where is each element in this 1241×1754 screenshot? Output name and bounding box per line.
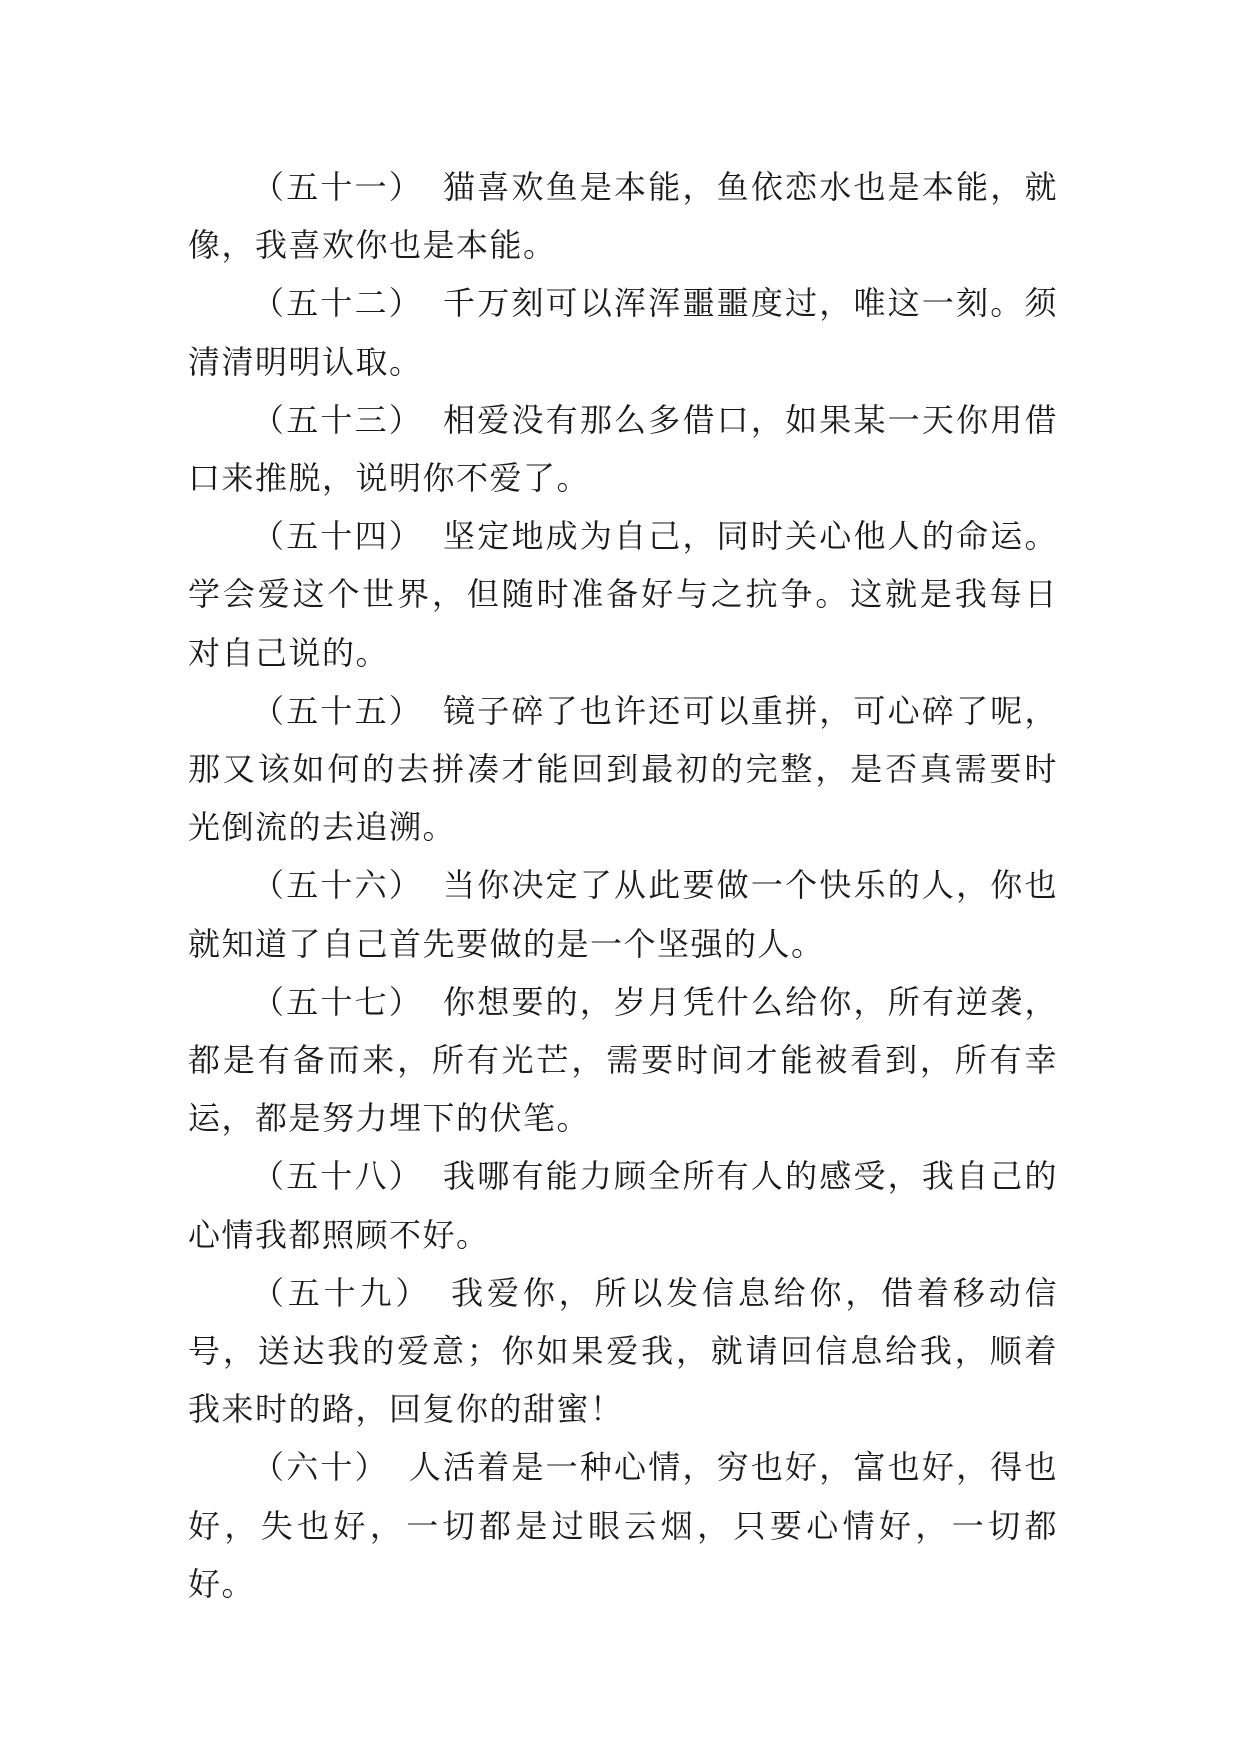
paragraph-text: 我哪有能力顾全所有人的感受，我自己的心情我都照顾不好。	[188, 1157, 1058, 1254]
paragraph-text: 我爱你，所以发信息给你，借着移动信号，送达我的爱意；你如果爱我，就请回信息给我，顺着我来时的路，回复你的甜蜜！	[188, 1273, 1058, 1429]
paragraph-text: 人活着是一种心情，穷也好，富也好，得也好，失也好，一切都是过眼云烟，只要心情好，一切都好。	[188, 1448, 1058, 1603]
paragraph-59	[188, 1264, 1058, 1439]
paragraph-number: （五十九）	[252, 1273, 432, 1312]
paragraph-number: （五十一）	[252, 168, 424, 206]
paragraph-53	[188, 391, 1058, 507]
paragraph-text: 千万刻可以浑浑噩噩度过，唯这一刻。须清清明明认取。	[188, 284, 1058, 381]
paragraph-60	[188, 1438, 1058, 1613]
paragraph-58	[188, 1147, 1058, 1263]
document-body	[188, 158, 1058, 1613]
paragraph-number: （五十七）	[252, 982, 424, 1021]
paragraph-number: （五十六）	[252, 866, 424, 905]
paragraph-text: 你想要的，岁月凭什么给你，所有逆袭，都是有备而来，所有光芒，需要时间才能被看到，所有幸运，都是努力埋下的伏笔。	[188, 982, 1058, 1138]
paragraph-number: （五十八）	[252, 1157, 424, 1196]
paragraph-57	[188, 973, 1058, 1148]
paragraph-number: （五十二）	[252, 284, 424, 323]
paragraph-text: 猫喜欢鱼是本能，鱼依恋水也是本能，就像，我喜欢你也是本能。	[188, 168, 1058, 265]
paragraph-text: 当你决定了从此要做一个快乐的人，你也就知道了自己首先要做的是一个坚强的人。	[188, 866, 1058, 963]
paragraph-text: 镜子碎了也许还可以重拼，可心碎了呢，那又该如何的去拼凑才能回到最初的完整，是否真需要时光倒流的去追溯。	[188, 691, 1058, 847]
paragraph-55	[188, 682, 1058, 857]
paragraph-51	[188, 158, 1058, 274]
paragraph-54	[188, 507, 1058, 682]
paragraph-text: 坚定地成为自己，同时关心他人的命运。学会爱这个世界，但随时准备好与之抗争。这就是我每日对自己说的。	[188, 517, 1058, 672]
paragraph-56	[188, 856, 1058, 972]
paragraph-text: 相爱没有那么多借口，如果某一天你用借口来推脱，说明你不爱了。	[188, 400, 1058, 498]
paragraph-number: （五十四）	[252, 517, 424, 556]
paragraph-52	[188, 274, 1058, 390]
paragraph-number: （五十五）	[252, 691, 424, 730]
paragraph-number: （六十）	[252, 1448, 389, 1487]
paragraph-number: （五十三）	[252, 400, 424, 439]
